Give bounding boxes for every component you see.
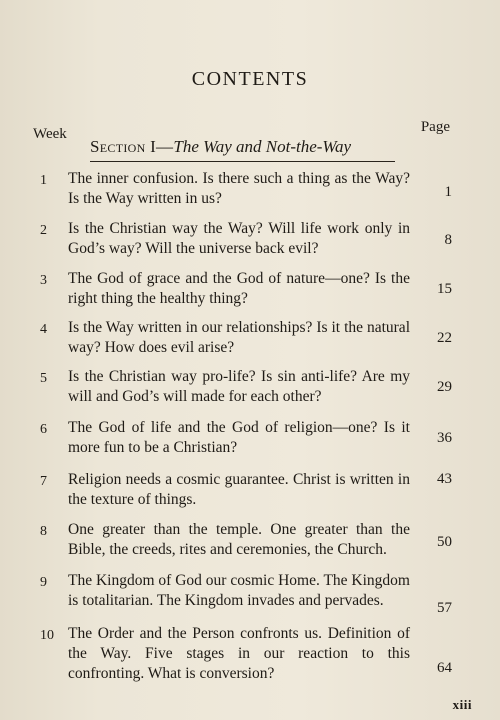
week-number: 8 [40,524,47,539]
section-prefix: Section I— [90,137,174,156]
entry-text: Is the Way written in our relationships? Is it the natural way? How does evil arise? [68,319,410,356]
page-number: 50 [437,534,452,550]
page-number: 36 [437,430,452,446]
entry-text: The God of grace and the God of nature—one? Is the right thing the healthy thing? [68,270,410,307]
entry-text: The inner confusion. Is there such a thing as the Way? Is the Way written in us? [68,170,410,207]
contents-entry [40,624,460,684]
contents-entry [40,318,460,358]
entry-text: The God of life and the God of religion—one? Is it more fun to be a Christian? [68,419,410,456]
week-number: 9 [40,575,47,590]
entry-text: Is the Christian way the Way? Will life work only in God’s way? Will the universe back evil? [68,220,410,257]
contents-entry [40,520,460,560]
week-number: 1 [40,173,47,188]
page-number: 43 [437,471,452,487]
contents-entry [40,367,460,407]
week-number: 5 [40,371,47,386]
week-number: 3 [40,273,47,288]
contents-entry [40,418,460,458]
folio-number: xiii [452,697,472,712]
section-title: The Way and Not-the-Way [173,137,352,156]
page-number: 22 [437,330,452,346]
page-column-label: Page [420,119,450,135]
page-number: 29 [437,379,452,395]
week-column-label: Week [33,126,67,142]
page-number: 1 [444,184,452,200]
contents-entry [40,169,460,209]
entry-text: One greater than the temple. One greater than the Bible, the creeds, rites and ceremonies, the Church. [68,521,410,558]
page-title: CONTENTS [191,68,309,90]
contents-entry [40,269,460,309]
week-number: 10 [40,628,54,643]
week-number: 7 [40,474,47,489]
contents-entry [40,470,460,510]
week-number: 4 [40,322,47,337]
contents-entry [40,571,460,616]
page-number: 8 [444,232,452,248]
entry-text: The Order and the Person confronts us. Definition of the Way. Five stages in our reaction to this confronting. What is conversion? [68,625,410,682]
page-number: 64 [437,660,452,676]
page-number: 57 [437,600,452,616]
entry-text: The Kingdom of God our cosmic Home. The Kingdom is totalitarian. The Kingdom invades and pervades. [68,572,410,609]
entry-text: Religion needs a cosmic guarantee. Christ is written in the texture of things. [68,471,410,508]
entry-text: Is the Christian way pro-life? Is sin anti-life? Are my will and God’s will made for each other? [68,368,410,405]
section-heading [90,137,395,162]
week-number: 6 [40,422,47,437]
week-number: 2 [40,223,47,238]
page-number: 15 [437,281,452,297]
contents-entry [40,219,460,259]
